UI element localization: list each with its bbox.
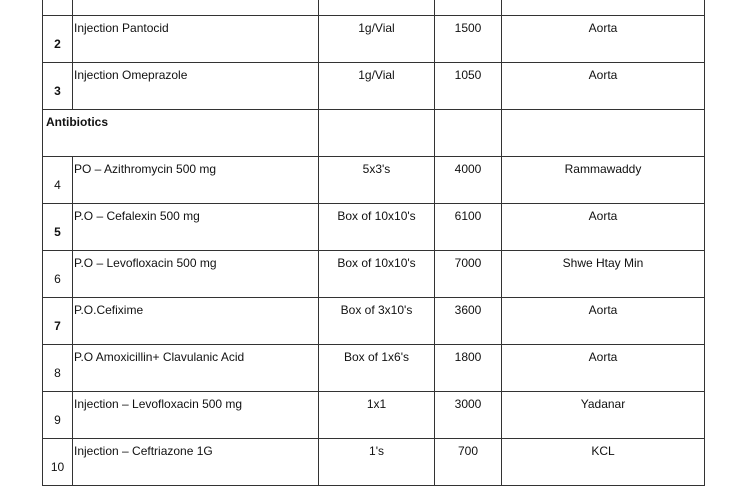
price: 3600: [435, 298, 502, 345]
price: 3000: [435, 392, 502, 439]
row-number: 7: [43, 298, 73, 345]
supplier-cell: [502, 110, 705, 157]
row-number: 4: [43, 157, 73, 204]
price: 1500: [435, 16, 502, 63]
row-number: 6: [43, 251, 73, 298]
supplier: Shwe Htay Min: [502, 251, 705, 298]
supplier: KCL: [502, 439, 705, 486]
table-row: [43, 392, 705, 439]
row-number: 10: [43, 439, 73, 486]
price: 6100: [435, 204, 502, 251]
table-row: [43, 345, 705, 392]
drug-name-cell: [73, 0, 319, 16]
table-row: [43, 63, 705, 110]
price: 700: [435, 439, 502, 486]
table-row: [43, 157, 705, 204]
table-row: [43, 439, 705, 486]
drug-name: P.O.Cefixime: [73, 298, 319, 345]
pack-size: 1's: [319, 439, 435, 486]
supplier: Aorta: [502, 298, 705, 345]
table-row: [43, 251, 705, 298]
pack-size: 1g/Vial: [319, 16, 435, 63]
table-row: [43, 298, 705, 345]
supplier: Aorta: [502, 63, 705, 110]
drug-name: P.O Amoxicillin+ Clavulanic Acid: [73, 345, 319, 392]
price-cell: [435, 0, 502, 16]
pack-size: 1g/Vial: [319, 63, 435, 110]
supplier: Yadanar: [502, 392, 705, 439]
supplier-cell: [502, 0, 705, 16]
drug-name: P.O – Levofloxacin 500 mg: [73, 251, 319, 298]
pack-size: Box of 10x10's: [319, 204, 435, 251]
row-number: 5: [43, 204, 73, 251]
row-number: 8: [43, 345, 73, 392]
row-number: 3: [43, 63, 73, 110]
section-label: Antibiotics: [43, 110, 319, 157]
pack-size: 1x1: [319, 392, 435, 439]
row-number: 2: [43, 16, 73, 63]
drug-price-table: [42, 0, 705, 486]
section-header-row: [43, 110, 705, 157]
drug-name: Injection – Levofloxacin 500 mg: [73, 392, 319, 439]
pack-size: Box of 3x10's: [319, 298, 435, 345]
supplier: Aorta: [502, 204, 705, 251]
pack-size: Box of 1x6's: [319, 345, 435, 392]
pack-size-cell: [319, 0, 435, 16]
price: 7000: [435, 251, 502, 298]
drug-name: Injection Pantocid: [73, 16, 319, 63]
table-row: [43, 204, 705, 251]
drug-name: Injection – Ceftriazone 1G: [73, 439, 319, 486]
supplier: Aorta: [502, 345, 705, 392]
table-row: [43, 16, 705, 63]
drug-name: PO – Azithromycin 500 mg: [73, 157, 319, 204]
supplier: Rammawaddy: [502, 157, 705, 204]
price: 1050: [435, 63, 502, 110]
pack-size: 5x3's: [319, 157, 435, 204]
price-cell: [435, 110, 502, 157]
supplier: Aorta: [502, 16, 705, 63]
row-number: 9: [43, 392, 73, 439]
pack-size-cell: [319, 110, 435, 157]
drug-name: P.O – Cefalexin 500 mg: [73, 204, 319, 251]
pack-size: Box of 10x10's: [319, 251, 435, 298]
table-row: [43, 0, 705, 16]
drug-name: Injection Omeprazole: [73, 63, 319, 110]
price: 1800: [435, 345, 502, 392]
price: 4000: [435, 157, 502, 204]
row-number-cell: [43, 0, 73, 16]
